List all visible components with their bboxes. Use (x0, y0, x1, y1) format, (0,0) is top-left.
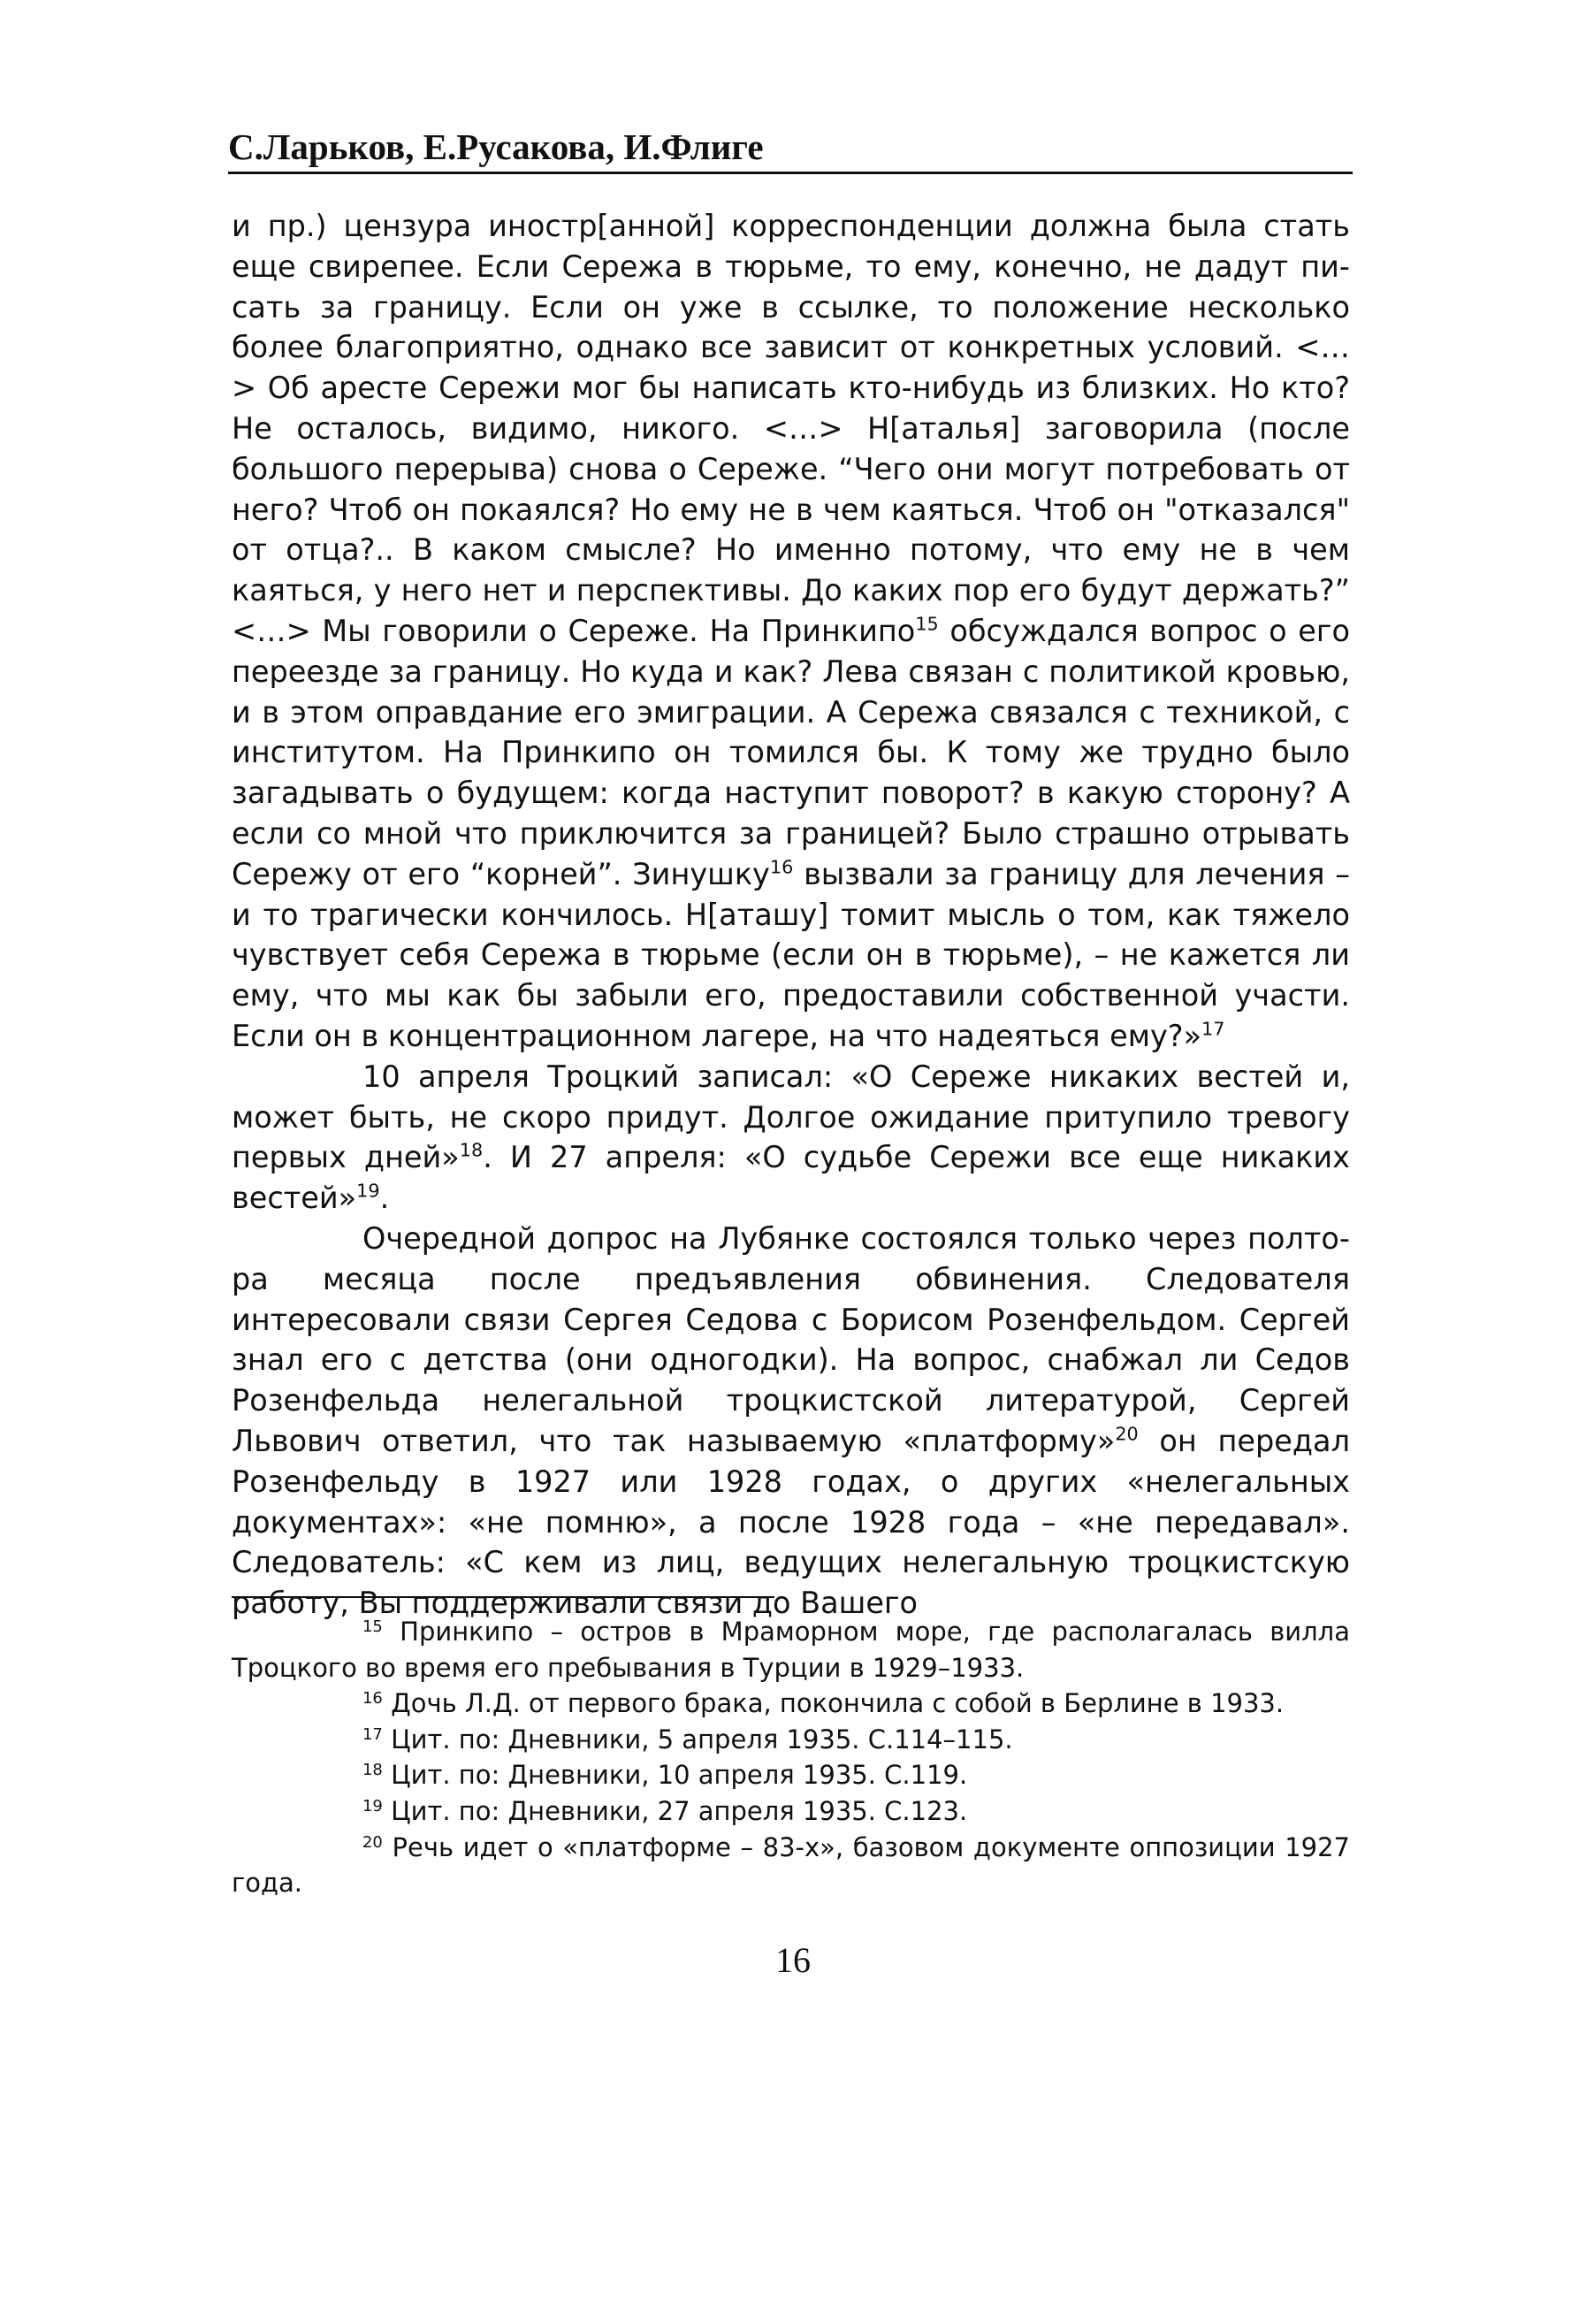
footnote-20 (232, 1830, 1350, 1901)
paragraph-text: обсуждался вопрос о его переезде за границу. Но куда и как? Лева связан с политикой кровью, и в этом оправдание его эмиграции. А Сережа связался с техникой, с институтом. На Принкипо он томился бы. К тому же трудно было загадывать о будущем: когда наступит поворот? в какую сторону? А если со мной что приключится за границей? Было страшно отрывать Сережу от его “корней”. Зинушку (232, 613, 1350, 891)
footnote-19 (232, 1793, 1350, 1830)
paragraph-text: 10 апреля Троцкий записал: «О Сереже никаких вестей и, может быть, не скоро придут. Долгое ожидание притупило тревогу первых дней» (232, 1059, 1350, 1175)
paragraph-text: вызвали за границу для лечения – и то трагически кончилось. Н[аташу] томит мысль о том, как тяжело чувствует себя Сережа в тюрьме (если он в тюрьме), – не кажется ли ему, что мы как бы забыли его, предоставили собственной участи. Если он в концентрационном лагере, на что надеяться ему?» (232, 856, 1350, 1053)
footnote-ref-15[interactable]: 15 (915, 613, 939, 635)
header-rule (228, 172, 1353, 174)
paragraph-text: он передал Розенфельду в 1927 или 1928 годах, о других «нелегальных документах»: «не помню», а после 1928 года – «не передавал». Следователь: «С кем из лиц, ведущих нелегальную троцкистскую работу, Вы поддерживали связи до Вашего (232, 1423, 1350, 1621)
paragraph-2 (232, 1057, 1350, 1219)
footnote-text: Речь идет о «платформе – 83-х», базовом документе оппозиции 1927 года. (232, 1831, 1350, 1899)
paragraph-text: . И 27 апреля: «О судьбе Сережи все еще никаких вестей» (232, 1140, 1350, 1216)
page-number: 16 (775, 1940, 811, 1980)
running-header: С.Ларьков, Е.Русакова, И.Флиге (228, 126, 764, 167)
footnote-text: Принкипо – остров в Мраморном море, где располагалась вилла Троцкого во время его пребывания в Турции в 1929–1933. (232, 1617, 1350, 1683)
footnote-ref-20[interactable]: 20 (1115, 1423, 1139, 1445)
footnote-18 (232, 1757, 1350, 1793)
footnote-text: Цит. по: Дневники, 5 апреля 1935. С.114–115. (382, 1724, 1013, 1754)
footnote-text: Дочь Л.Д. от первого брака, покончила с собой в Берлине в 1933. (382, 1688, 1285, 1719)
footnote-number: 18 (362, 1761, 383, 1780)
footnote-ref-16[interactable]: 16 (769, 856, 794, 878)
main-text (232, 206, 1350, 1624)
footnote-16 (232, 1686, 1350, 1722)
paragraph-text: Очередной допрос на Лубянке состоялся только через полтора месяца после предъявления обвинения. Следователя интересовали связи Сергея Седова с Борисом Розенфельдом. Сергей знал его с детства (они одногодки). На вопрос, снабжал ли Седов Розенфельда нелегальной троцкистской литературой, Сергей Львович ответил, что так называемую «платформу» (232, 1220, 1350, 1458)
footnote-text: Цит. по: Дневники, 10 апреля 1935. С.119. (382, 1760, 968, 1791)
footnote-number: 16 (362, 1689, 383, 1709)
footnote-number: 20 (362, 1832, 383, 1852)
footnote-number: 19 (362, 1797, 383, 1816)
footnote-separator (232, 1596, 774, 1598)
footnote-17 (232, 1722, 1350, 1758)
footnote-ref-19[interactable]: 19 (356, 1180, 380, 1202)
footnote-ref-18[interactable]: 18 (459, 1139, 484, 1161)
paragraph-text: . (379, 1181, 390, 1216)
footnote-text: Цит. по: Дневники, 27 апреля 1935. С.123. (382, 1795, 968, 1826)
footnotes (232, 1614, 1350, 1901)
footnote-number: 17 (362, 1724, 383, 1744)
footnote-ref-17[interactable]: 17 (1201, 1018, 1225, 1040)
paragraph-3 (232, 1219, 1350, 1624)
paragraph-1 (232, 206, 1350, 1057)
footnote-15 (232, 1614, 1350, 1686)
paragraph-text: и пр.) цензура иностр[анной] корреспонденции должна была стать еще свирепее. Если Сережа в тюрьме, то ему, конечно, не дадут писать за границу. Если он уже в ссылке, то положение несколько более благоприятно, однако все зависит от конкретных условий. <…> Об аресте Сережи мог бы написать кто-нибудь из близких. Но кто? Не осталось, видимо, никого. <…> Н[аталья] заговорила (после большого перерыва) снова о Сереже. “Чего они могут потребовать от него? Чтоб он покаялся? Но ему не в чем каяться. Чтоб он "отказался" от отца?.. В каком смысле? Но именно потому, что ему не в чем каяться, у него нет и перспективы. До каких пор его будут держать?” <…> Мы говорили о Сереже. На Принкипо (232, 209, 1350, 648)
footnote-number: 15 (362, 1617, 383, 1637)
